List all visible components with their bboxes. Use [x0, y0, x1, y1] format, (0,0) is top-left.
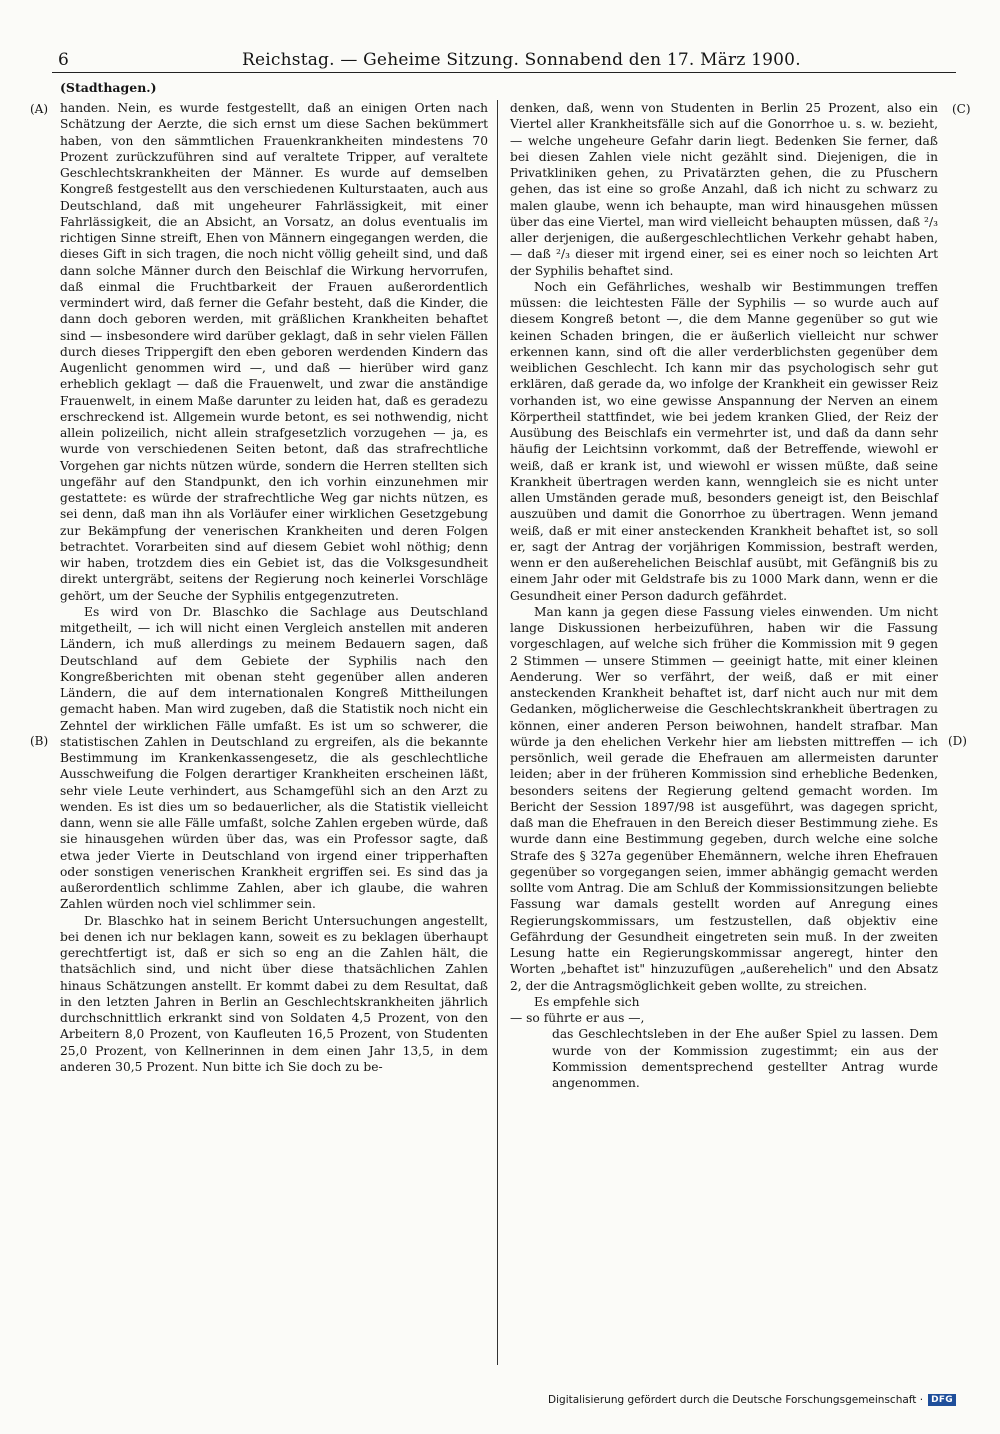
- footer: [548, 1394, 956, 1406]
- running-header: [52, 48, 956, 73]
- paragraph: Man kann ja gegen diese Fassung vieles einwenden. Um nicht lange Diskussionen herbeizuführen, haben wir die Fassung vorgeschlagen, auf welche sich früher die Kommission mit 9 gegen 2 Stimmen — unsere Stimmen — geeinigt hatte, mit einer kleinen Aenderung. Wer so verfährt, der weiß, daß er mit einer ansteckenden Krankheit behaftet ist, darf nicht auch nur mit dem Gedanken, möglicherweise die Geschlechtskrankheit übertragen zu können, einer anderen Person beiwohnen, handelt strafbar. Man würde ja den ehelichen Verkehr hier am liebsten mittreffen — ich persönlich, weil gerade die Ehefrauen am allermeisten darunter leiden; aber in der früheren Kommission sind erhebliche Bedenken, besonders seitens der Regierung geltend gemacht worden. Im Bericht der Session 1897/98 ist ausgeführt, was dagegen spricht, daß man die Ehefrauen in den Bereich dieser Bestimmung ziehe. Es wurde dann eine Bestimmung gegeben, durch welche eine solche Strafe des § 327a gegenüber Ehemännern, welche ihren Ehefrauen gegenüber so vorgegangen seien, immer abhängig gemacht werden sollte vom Antrag. Die am Schluß der Kommissionsitzungen beliebte Fassung war damals gestellt worden auf Anregung eines Regierungskommissars, um festzustellen, daß objektiv eine Gefährdung der Gesundheit eingetreten sein muß. In der zweiten Lesung hatte ein Regierungskommissar angeregt, hinter den Worten „behaftet ist" hinzuzufügen „außerehelich" und den Absatz 2, der die Antragsmöglichkeit geben wollte, zu streichen.: [510, 604, 938, 993]
- dfg-logo: DFG: [928, 1394, 956, 1406]
- quoted-paragraph: das Geschlechtsleben in der Ehe außer Spiel zu lassen. Dem wurde von der Kommission zugestimmt; ein aus der Kommission dementsprechend gestellter Antrag wurde angenommen.: [552, 1027, 938, 1090]
- paragraph: Es wird von Dr. Blaschko die Sachlage aus Deutschland mitgetheilt, — ich will nicht einen Vergleich anstellen mit anderen Ländern, ich muß allerdings zu meinem Bedauern sagen, daß Deutschland auf dem Gebiete der Syphilis nach den Kongreßberichten mit obenan steht gegenüber allen anderen Ländern, die auf dem internationalen Kongreß Mittheilungen gemacht haben. Man wird zugeben, daß die Statistik noch nicht ein Zehntel der wirklichen Fälle umfaßt. Es ist um so schwerer, die statistischen Zahlen in Deutschland zu ergreifen, als die bekannte Bestimmung im Krankenkassengesetz, die als geschlechtliche Ausschweifung die Folgen derartiger Krankheiten erscheinen läßt, sehr viele Leute verhindert, aus Schamgefühl sich an den Arzt zu wenden. Es ist dies um so bedauerlicher, als die Statistik vielleicht dann, wenn sie alle Fälle umfaßt, solche Zahlen ergeben würde, daß sie hinausgehen würden über das, was ein Professor sagte, daß etwa jeder Vierte in Deutschland von irgend einer tripperhaften oder sonstigen venerischen Krankheit ergriffen sei. Es sind das ja außerordentlich schlimme Zahlen, aber ich glaube, die wahren Zahlen würden noch viel schlimmer sein.: [60, 604, 488, 912]
- left-column: [60, 100, 488, 1075]
- footer-text: Digitalisierung gefördert durch die Deutsche Forschungsgemeinschaft ·: [548, 1394, 924, 1406]
- running-title: Reichstag. — Geheime Sitzung. Sonnabend den 17. März 1900.: [242, 50, 801, 70]
- margin-marker-d: (D): [948, 734, 967, 748]
- right-column: [510, 100, 938, 1091]
- paragraph: Es empfehle sich: [534, 994, 640, 1009]
- paragraph: denken, daß, wenn von Studenten in Berlin 25 Prozent, also ein Viertel aller Krankheitsfälle sich auf die Gonorrhoe u. s. w. bezieht, — welche ungeheure Gefahr darin liegt. Bedenken Sie ferner, daß bei diesen Zahlen viele nicht gezählt sind. Diejenigen, die in Privatkliniken gehen, zu Privatärzten gehen, die zu Pfuschern gehen, das ist eine so große Anzahl, daß ich nicht zu schwarz zu malen glaube, wenn ich behaupte, man wird hinausgehen müssen über das eine Viertel, man wird vielleicht behaupten müssen, daß ²/₃ aller derjenigen, die außergeschlechtlichen Verkehr gehabt haben, — daß ²/₃ dieser mit irgend einer, sei es einer noch so leichten Art der Syphilis behaftet sind.: [510, 101, 938, 278]
- speaker-label: (Stadthagen.): [60, 80, 157, 95]
- margin-marker-c: (C): [952, 102, 971, 116]
- column-divider: [497, 100, 498, 1365]
- paragraph: — so führte er aus —,: [510, 1011, 645, 1025]
- paragraph: Dr. Blaschko hat in seinem Bericht Untersuchungen angestellt, bei denen ich nur beklagen kann, soweit es zu beklagen überhaupt gerechtfertigt ist, daß er sich so eng an die Zahlen hält, die thatsächlich sind, und nicht über diese thatsächlichen Zahlen hinaus Schätzungen anstellt. Er kommt dabei zu dem Resultat, daß in den letzten Jahren in Berlin an Geschlechtskrankheiten jährlich durchschnittlich erkrankt sind von Soldaten 4,5 Prozent, von den Arbeitern 8,0 Prozent, von Kaufleuten 16,5 Prozent, von Studenten 25,0 Prozent, von Kellnerinnen in dem einen Jahr 13,5, in dem anderen 30,5 Prozent. Nun bitte ich Sie doch zu be-: [60, 913, 488, 1074]
- page-number: 6: [58, 50, 69, 70]
- margin-marker-b: (B): [30, 734, 49, 748]
- margin-marker-a: (A): [30, 102, 49, 116]
- paragraph: handen. Nein, es wurde festgestellt, daß an einigen Orten nach Schätzung der Aerzte, die sich ernst um diese Sachen bekümmert haben, von den sämmtlichen Frauenkrankheiten mindestens 70 Prozent zurückzuführen sind auf veraltete Tripper, auf veraltete Geschlechtskrankheiten der Männer. Es wurde auf demselben Kongreß festgestellt aus den verschiedenen Kulturstaaten, auch aus Deutschland, daß mit ungeheurer Fahrlässigkeit, mit einer Fahrlässigkeit, die an Absicht, an Vorsatz, an dolus eventualis im richtigen Sinne streift, Ehen von Männern eingegangen werden, die dieses Gift in sich tragen, die noch nicht völlig geheilt sind, und daß dann solche Männer durch den Beischlaf die Wirkung hervorrufen, daß einmal die Fruchtbarkeit der Frauen außerordentlich vermindert wird, daß ferner die Gefahr besteht, daß die Kinder, die dann doch geboren werden, mit gräßlichen Krankheiten behaftet sind — insbesondere wird darüber geklagt, daß in sehr vielen Fällen durch dieses Trippergift den eben geboren werdenden Kindern das Augenlicht genommen wird —, und daß — hierüber wird ganz erheblich geklagt — daß die Frauenwelt, und zwar die anständige Frauenwelt, in einem Maße darunter zu leiden hat, daß es geradezu erschreckend ist. Allgemein wurde betont, es sei nothwendig, nicht allein polizeilich, nicht allein strafgesetzlich vorzugehen — ja, es wurde von verschiedenen Seiten betont, daß das strafrechtliche Vorgehen gar nichts nützen würde, sondern die Herren stellten sich ungefähr auf den Standpunkt, den ich vorhin einzunehmen mir gestattete: es würde der strafrechtliche Weg gar nichts nützen, es sei denn, daß man ihn als Vorläufer einer wirklichen Gesetzgebung zur Bekämpfung der venerischen Krankheiten und deren Folgen betrachtet. Vorarbeiten sind auf diesem Gebiet wohl nöthig; denn wir haben, trotzdem dies ein Gebiet ist, das die Volksgesundheit direkt untergräbt, seitens der Regierung noch keinerlei Vorschläge gehört, um der Seuche der Syphilis entgegenzutreten.: [60, 101, 488, 603]
- paragraph: Noch ein Gefährliches, weshalb wir Bestimmungen treffen müssen: die leichtesten Fälle der Syphilis — so wurde auch auf diesem Kongreß betont —, die dem Manne gegenüber so gut wie keinen Schaden bringen, die er äußerlich vielleicht nur schwer erkennen kann, sind oft die aller verderblichsten gegenüber dem weiblichen Geschlecht. Ich kann mir das psychologisch sehr gut erklären, daß gerade da, wo infolge der Krankheit ein gewisser Reiz vorhanden ist, wo eine gewisse Anspannung der Nerven an einem Körpertheil stattfindet, wie bei jedem kranken Glied, der Reiz der Ausübung des Beischlafs ein vermehrter ist, und daß da dann sehr häufig der Leichtsinn vorkommt, daß der Betreffende, wiewohl er weiß, daß er krank ist, und wiewohl er wissen müßte, daß seine Krankheit übertragen werden kann, wenngleich sie es nicht unter allen Umständen gerade muß, besonders geneigt ist, den Beischlaf auszuüben und damit die Gonorrhoe zu übertragen. Wenn jemand weiß, daß er mit einer ansteckenden Krankheit behaftet ist, so soll er, sagt der Antrag der vorjährigen Kommission, bestraft werden, wenn er den außerehelichen Beischlaf ausübt, mit Gefängniß bis zu einem Jahr oder mit Geldstrafe bis zu 1000 Mark dann, wenn er die Gesundheit einer Person dadurch gefährdet.: [510, 279, 938, 603]
